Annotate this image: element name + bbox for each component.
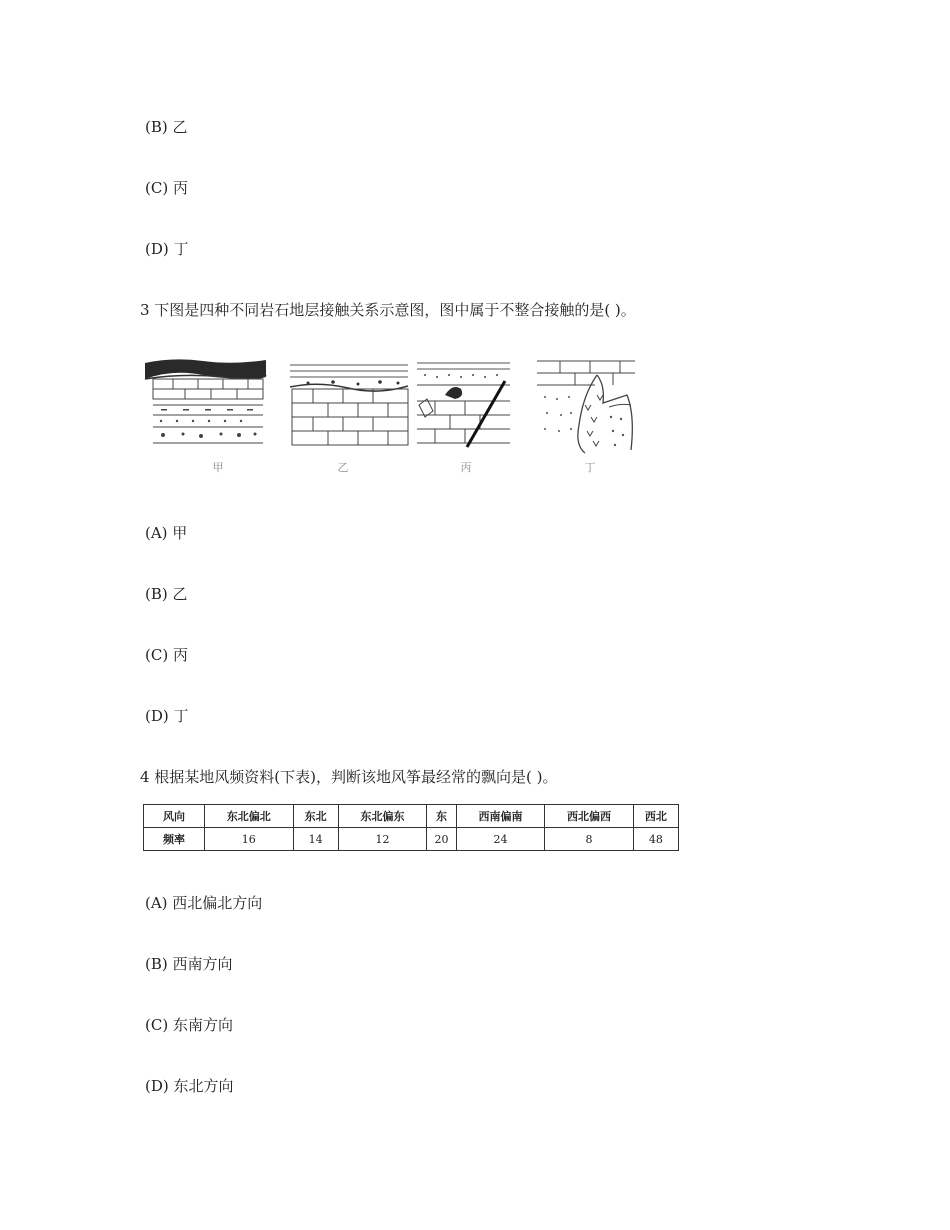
table-cell-frequency: 14 bbox=[293, 828, 338, 851]
caption-yi: 乙 bbox=[337, 461, 349, 474]
q4-option-b[interactable]: (B) 西南方向 bbox=[145, 955, 233, 973]
table-cell-frequency: 48 bbox=[633, 828, 678, 851]
table-cell-direction: 东北偏北 bbox=[205, 805, 294, 828]
table-header-frequency: 频率 bbox=[144, 828, 205, 851]
q2-option-c[interactable]: (C) 丙 bbox=[145, 179, 188, 197]
table-cell-direction: 西南偏南 bbox=[456, 805, 545, 828]
strata-panel-bing bbox=[415, 355, 515, 450]
wind-frequency-table bbox=[143, 804, 679, 851]
caption-ding: 丁 bbox=[584, 461, 596, 474]
q3-option-a[interactable]: (A) 甲 bbox=[145, 524, 188, 542]
q4-option-d[interactable]: (D) 东北方向 bbox=[145, 1077, 234, 1095]
rock-strata-figure bbox=[143, 355, 673, 480]
table-cell-direction: 西北偏西 bbox=[545, 805, 634, 828]
table-row-frequency bbox=[144, 828, 679, 851]
strata-panel-ding bbox=[535, 355, 640, 455]
q3-option-c[interactable]: (C) 丙 bbox=[145, 646, 188, 664]
table-cell-direction: 东北 bbox=[293, 805, 338, 828]
q4-option-a[interactable]: (A) 西北偏北方向 bbox=[145, 894, 263, 912]
caption-bing: 丙 bbox=[460, 461, 472, 474]
table-cell-direction: 东北偏东 bbox=[338, 805, 427, 828]
q2-option-d[interactable]: (D) 丁 bbox=[145, 240, 189, 258]
table-cell-frequency: 12 bbox=[338, 828, 427, 851]
table-cell-frequency: 20 bbox=[427, 828, 457, 851]
q3-question: 3 下图是四种不同岩石地层接触关系示意图，图中属于不整合接触的是( )。 bbox=[140, 301, 636, 319]
table-cell-frequency: 8 bbox=[545, 828, 634, 851]
table-cell-direction: 西北 bbox=[633, 805, 678, 828]
table-row-direction bbox=[144, 805, 679, 828]
strata-panel-jia bbox=[143, 355, 268, 450]
table-header-direction: 风向 bbox=[144, 805, 205, 828]
table-cell-direction: 东 bbox=[427, 805, 457, 828]
table-cell-frequency: 24 bbox=[456, 828, 545, 851]
q3-option-b[interactable]: (B) 乙 bbox=[145, 585, 188, 603]
caption-jia: 甲 bbox=[212, 461, 224, 474]
table-cell-frequency: 16 bbox=[205, 828, 294, 851]
q2-option-b[interactable]: (B) 乙 bbox=[145, 118, 188, 136]
q4-option-c[interactable]: (C) 东南方向 bbox=[145, 1016, 233, 1034]
strata-panel-yi bbox=[288, 355, 413, 450]
q3-option-d[interactable]: (D) 丁 bbox=[145, 707, 189, 725]
q4-question: 4 根据某地风频资料(下表)，判断该地风筝最经常的飘向是( )。 bbox=[140, 768, 558, 786]
